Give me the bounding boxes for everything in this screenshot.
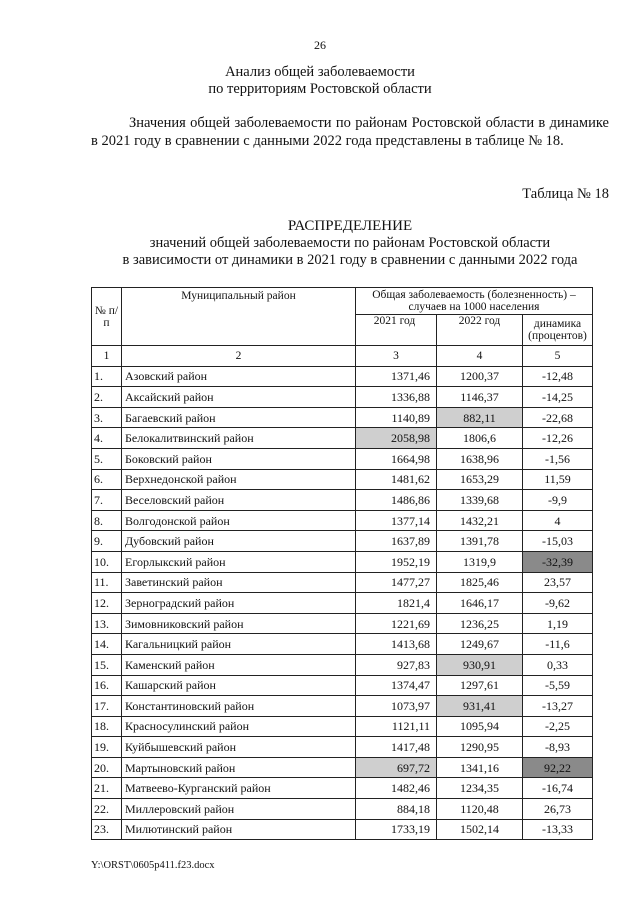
district-name: Дубовский район — [122, 531, 356, 552]
dynamics-value: 92,22 — [523, 757, 593, 778]
value-2022: 1120,48 — [437, 799, 523, 820]
row-number: 6. — [92, 469, 122, 490]
value-2022: 1290,95 — [437, 737, 523, 758]
value-2021: 1821,4 — [356, 593, 437, 614]
dynamics-value: -16,74 — [523, 778, 593, 799]
value-2021: 1664,98 — [356, 448, 437, 469]
dynamics-value: -9,9 — [523, 490, 593, 511]
district-name: Багаевский район — [122, 407, 356, 428]
dynamics-value: 4 — [523, 510, 593, 531]
table-row — [92, 428, 593, 449]
dynamics-value: -22,68 — [523, 407, 593, 428]
dynamics-value: -2,25 — [523, 716, 593, 737]
value-2022: 1234,35 — [437, 778, 523, 799]
district-name: Миллеровский район — [122, 799, 356, 820]
dynamics-value: -14,25 — [523, 387, 593, 408]
dynamics-value: 0,33 — [523, 654, 593, 675]
value-2022: 1502,14 — [437, 819, 523, 840]
row-number: 5. — [92, 448, 122, 469]
value-2021: 2058,98 — [356, 428, 437, 449]
district-name: Веселовский район — [122, 490, 356, 511]
dynamics-value: 1,19 — [523, 613, 593, 634]
table-row — [92, 387, 593, 408]
row-number: 16. — [92, 675, 122, 696]
value-2022: 1653,29 — [437, 469, 523, 490]
table-title-line-2: значений общей заболеваемости по районам Ростовской области — [149, 235, 551, 251]
table-row — [92, 819, 593, 840]
value-2021: 1486,86 — [356, 490, 437, 511]
value-2021: 1221,69 — [356, 613, 437, 634]
value-2021: 1140,89 — [356, 407, 437, 428]
page-number: 26 — [314, 38, 326, 52]
row-number: 2. — [92, 387, 122, 408]
table-row — [92, 634, 593, 655]
dynamics-value: -8,93 — [523, 737, 593, 758]
col-number-5: 5 — [523, 346, 593, 367]
heading-line-2: по территориям Ростовской области — [208, 81, 432, 97]
table-row — [92, 510, 593, 531]
value-2021: 697,72 — [356, 757, 437, 778]
table-title — [0, 218, 640, 269]
district-name: Мартыновский район — [122, 757, 356, 778]
header-district: Муниципальный район — [122, 288, 356, 346]
row-number: 11. — [92, 572, 122, 593]
row-number: 21. — [92, 778, 122, 799]
value-2022: 1236,25 — [437, 613, 523, 634]
heading-line-1: Анализ общей заболеваемости — [225, 64, 415, 80]
value-2022: 1825,46 — [437, 572, 523, 593]
value-2022: 1095,94 — [437, 716, 523, 737]
table-row — [92, 757, 593, 778]
district-name: Куйбышевский район — [122, 737, 356, 758]
header-dynamics: динамика (процентов) — [523, 315, 593, 346]
value-2022: 930,91 — [437, 654, 523, 675]
table-row — [92, 366, 593, 387]
table-row — [92, 799, 593, 820]
table-row — [92, 490, 593, 511]
table-title-main: РАСПРЕДЕЛЕНИЕ — [287, 218, 413, 234]
row-number: 13. — [92, 613, 122, 634]
dynamics-value: -12,26 — [523, 428, 593, 449]
dynamics-value: -32,39 — [523, 551, 593, 572]
district-name: Милютинский район — [122, 819, 356, 840]
value-2022: 931,41 — [437, 696, 523, 717]
row-number: 19. — [92, 737, 122, 758]
col-number-4: 4 — [437, 346, 523, 367]
header-group: Общая заболеваемость (болезненность) – случаев на 1000 населения — [356, 288, 593, 315]
table-row — [92, 551, 593, 572]
table-row — [92, 469, 593, 490]
dynamics-value: -9,62 — [523, 593, 593, 614]
col-number-3: 3 — [356, 346, 437, 367]
value-2021: 1374,47 — [356, 675, 437, 696]
district-name: Кагальницкий район — [122, 634, 356, 655]
value-2022: 1319,9 — [437, 551, 523, 572]
table-row — [92, 654, 593, 675]
district-name: Верхнедонской район — [122, 469, 356, 490]
col-number-2: 2 — [122, 346, 356, 367]
table-row — [92, 448, 593, 469]
table-row — [92, 613, 593, 634]
value-2021: 1417,48 — [356, 737, 437, 758]
district-name: Каменский район — [122, 654, 356, 675]
dynamics-value: -1,56 — [523, 448, 593, 469]
row-number: 18. — [92, 716, 122, 737]
value-2021: 1733,19 — [356, 819, 437, 840]
row-number: 20. — [92, 757, 122, 778]
district-name: Волгодонской район — [122, 510, 356, 531]
file-path-footer: Y:\ORST\0605p411.f23.docx — [91, 860, 215, 871]
value-2021: 1121,11 — [356, 716, 437, 737]
table-row — [92, 572, 593, 593]
morbidity-table — [91, 287, 593, 840]
district-name: Кашарский район — [122, 675, 356, 696]
value-2021: 1371,46 — [356, 366, 437, 387]
value-2022: 1432,21 — [437, 510, 523, 531]
value-2021: 884,18 — [356, 799, 437, 820]
district-name: Красносулинский район — [122, 716, 356, 737]
value-2022: 1200,37 — [437, 366, 523, 387]
header-num: № п/п — [92, 288, 122, 346]
table-title-line-3: в зависимости от динамики в 2021 году в сравнении с данными 2022 года — [122, 252, 578, 268]
header-2022: 2022 год — [437, 315, 523, 346]
district-name: Заветинский район — [122, 572, 356, 593]
table-row — [92, 696, 593, 717]
value-2021: 1073,97 — [356, 696, 437, 717]
table-body — [92, 366, 593, 840]
value-2021: 1377,14 — [356, 510, 437, 531]
dynamics-value: -11,6 — [523, 634, 593, 655]
row-number: 15. — [92, 654, 122, 675]
dynamics-value: -13,27 — [523, 696, 593, 717]
row-number: 14. — [92, 634, 122, 655]
value-2021: 1481,62 — [356, 469, 437, 490]
intro-paragraph: Значения общей заболеваемости по районам Ростовской области в динамике в 2021 году в сравнении с данными 2022 года представлены в таблице № 18. — [91, 115, 609, 149]
value-2021: 1637,89 — [356, 531, 437, 552]
row-number: 8. — [92, 510, 122, 531]
value-2021: 1482,46 — [356, 778, 437, 799]
district-name: Егорлыкский район — [122, 551, 356, 572]
table-row — [92, 778, 593, 799]
district-name: Зерноградский район — [122, 593, 356, 614]
value-2022: 882,11 — [437, 407, 523, 428]
value-2021: 1477,27 — [356, 572, 437, 593]
district-name: Зимовниковский район — [122, 613, 356, 634]
section-heading — [0, 64, 640, 98]
value-2022: 1638,96 — [437, 448, 523, 469]
row-number: 12. — [92, 593, 122, 614]
dynamics-value: 23,57 — [523, 572, 593, 593]
col-number-1: 1 — [92, 346, 122, 367]
table-row — [92, 531, 593, 552]
value-2022: 1806,6 — [437, 428, 523, 449]
district-name: Аксайский район — [122, 387, 356, 408]
dynamics-value: -12,48 — [523, 366, 593, 387]
value-2022: 1146,37 — [437, 387, 523, 408]
dynamics-value: -15,03 — [523, 531, 593, 552]
district-name: Белокалитвинский район — [122, 428, 356, 449]
row-number: 22. — [92, 799, 122, 820]
row-number: 4. — [92, 428, 122, 449]
dynamics-value: 11,59 — [523, 469, 593, 490]
table-number: Таблица № 18 — [522, 186, 609, 202]
value-2021: 927,83 — [356, 654, 437, 675]
table-row — [92, 675, 593, 696]
row-number: 7. — [92, 490, 122, 511]
district-name: Азовский район — [122, 366, 356, 387]
value-2022: 1297,61 — [437, 675, 523, 696]
value-2021: 1336,88 — [356, 387, 437, 408]
value-2022: 1341,16 — [437, 757, 523, 778]
table-row — [92, 737, 593, 758]
dynamics-value: 26,73 — [523, 799, 593, 820]
value-2021: 1413,68 — [356, 634, 437, 655]
value-2022: 1646,17 — [437, 593, 523, 614]
value-2022: 1339,68 — [437, 490, 523, 511]
value-2022: 1249,67 — [437, 634, 523, 655]
table-row — [92, 593, 593, 614]
row-number: 17. — [92, 696, 122, 717]
value-2021: 1952,19 — [356, 551, 437, 572]
dynamics-value: -13,33 — [523, 819, 593, 840]
table-row — [92, 407, 593, 428]
table-row — [92, 716, 593, 737]
header-2021: 2021 год — [356, 315, 437, 346]
row-number: 9. — [92, 531, 122, 552]
row-number: 1. — [92, 366, 122, 387]
district-name: Матвеево-Курганский район — [122, 778, 356, 799]
value-2022: 1391,78 — [437, 531, 523, 552]
district-name: Боковский район — [122, 448, 356, 469]
row-number: 23. — [92, 819, 122, 840]
district-name: Константиновский район — [122, 696, 356, 717]
row-number: 3. — [92, 407, 122, 428]
dynamics-value: -5,59 — [523, 675, 593, 696]
row-number: 10. — [92, 551, 122, 572]
